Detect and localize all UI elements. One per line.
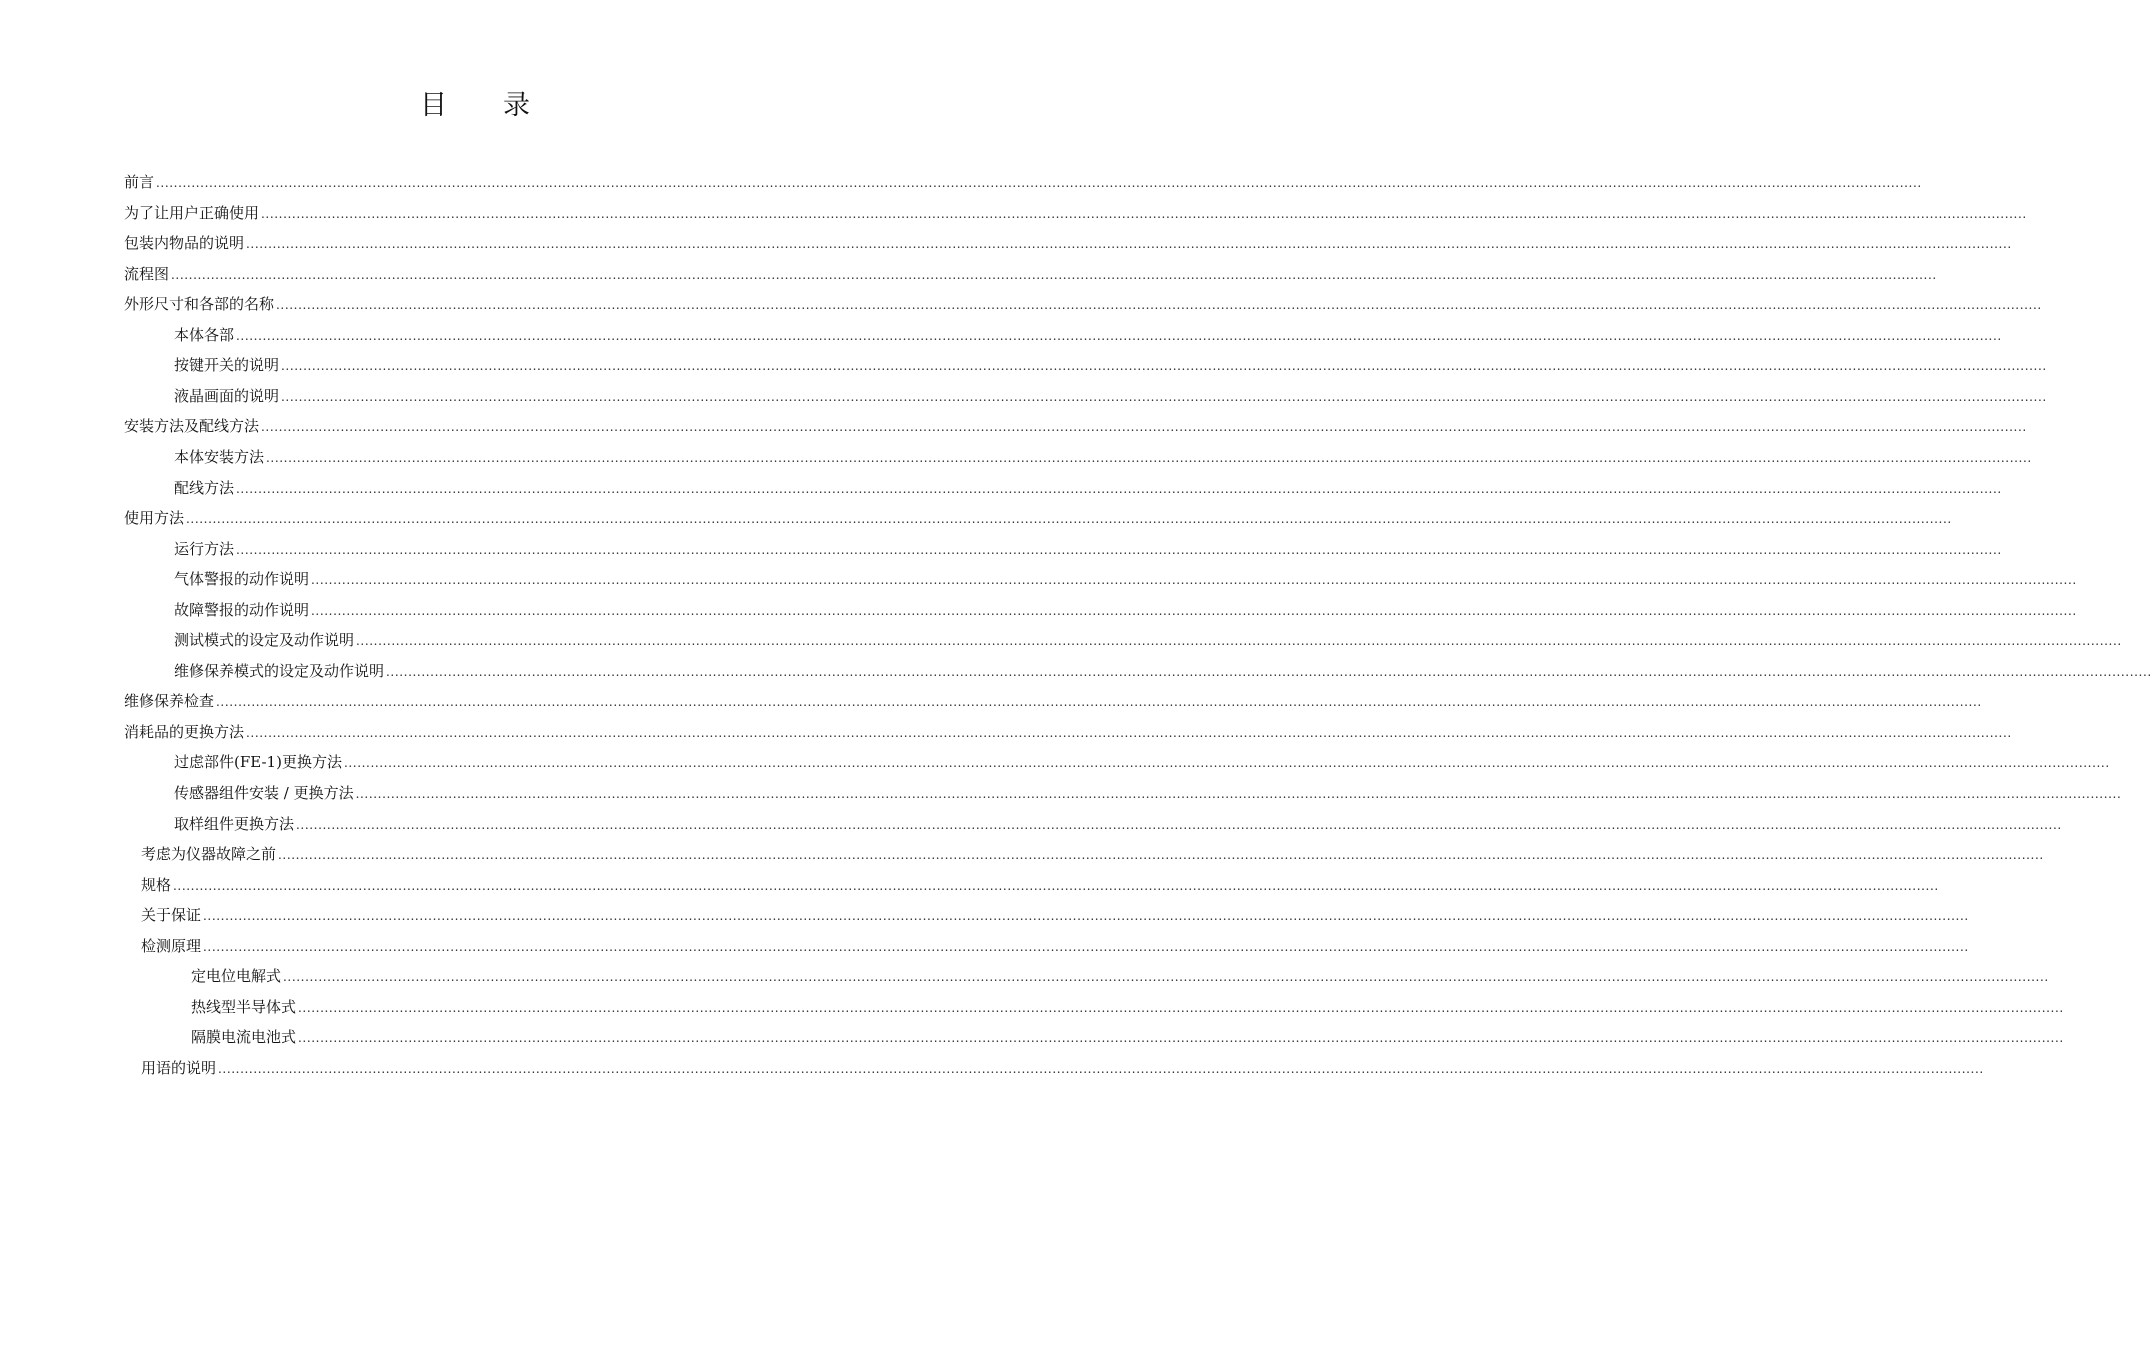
toc-dot-leader: ................................................................................................................................................................................................................................................................................................................................................................................................................ [173,878,1939,893]
toc-dot-leader: ................................................................................................................................................................................................................................................................................................................................................................................................................ [203,939,1969,954]
toc-dot-leader: ................................................................................................................................................................................................................................................................................................................................................................................................................ [296,817,2062,832]
toc-entry[interactable] [174,534,2002,565]
toc-entry-label: 取样组件更换方法 [174,814,295,833]
toc-entry-label: 按键开关的说明 [174,356,280,375]
toc-dot-leader: ................................................................................................................................................................................................................................................................................................................................................................................................................ [236,481,2002,496]
toc-dot-leader: ................................................................................................................................................................................................................................................................................................................................................................................................................ [171,267,1937,282]
toc-dot-leader: ................................................................................................................................................................................................................................................................................................................................................................................................................ [278,848,2044,863]
toc-dot-leader: ................................................................................................................................................................................................................................................................................................................................................................................................................ [261,206,2027,221]
toc-entry[interactable] [141,870,1939,901]
toc-entry-label: 过虑部件(FE-1)更换方法 [174,753,342,772]
toc-entry-label: 测试模式的设定及动作说明 [174,631,355,650]
toc-dot-leader: ................................................................................................................................................................................................................................................................................................................................................................................................................ [343,756,2110,771]
toc-entry-label: 安装方法及配线方法 [124,417,260,436]
toc-dot-leader: ................................................................................................................................................................................................................................................................................................................................................................................................................ [311,573,2077,588]
toc-entry-label: 液晶画面的说明 [174,386,280,405]
toc-entry-label: 消耗品的更换方法 [124,722,245,741]
toc-dot-leader: ................................................................................................................................................................................................................................................................................................................................................................................................................ [281,359,2047,374]
toc-dot-leader: ................................................................................................................................................................................................................................................................................................................................................................................................................ [298,1000,2064,1015]
toc-entry-label: 隔膜电流电池式 [191,1028,297,1047]
toc-dot-leader: ................................................................................................................................................................................................................................................................................................................................................................................................................ [246,725,2012,740]
toc-entry[interactable] [124,686,1982,717]
toc-dot-leader: ................................................................................................................................................................................................................................................................................................................................................................................................................ [311,603,2077,618]
toc-entry-label: 使用方法 [124,509,185,528]
toc-entry[interactable] [174,442,2032,473]
toc-entry-label: 外形尺寸和各部的名称 [124,295,275,314]
toc-entry-label: 定电位电解式 [191,967,282,986]
toc-entry[interactable] [141,931,1969,962]
toc-entry[interactable] [174,350,2047,381]
toc-entry-label: 规格 [141,875,172,894]
toc-entry-label: 热线型半导体式 [191,997,297,1016]
toc-entry[interactable] [191,1022,2064,1053]
toc-dot-leader: ................................................................................................................................................................................................................................................................................................................................................................................................................ [236,542,2002,557]
toc-dot-leader: ................................................................................................................................................................................................................................................................................................................................................................................................................ [186,512,1952,527]
toc-entry-label: 故障警报的动作说明 [174,600,310,619]
toc-entry-label: 考虑为仪器故障之前 [141,845,277,864]
toc-entry-label: 配线方法 [174,478,235,497]
toc-entry[interactable] [191,992,2064,1023]
toc-dot-leader: ................................................................................................................................................................................................................................................................................................................................................................................................................ [266,450,2032,465]
toc-entry[interactable] [124,198,2027,229]
toc-entry[interactable] [174,320,2002,351]
toc-dot-leader: ................................................................................................................................................................................................................................................................................................................................................................................................................ [281,389,2047,404]
toc-entry[interactable] [174,564,2077,595]
toc-dot-leader: ................................................................................................................................................................................................................................................................................................................................................................................................................ [156,176,1922,190]
toc-dot-leader: ................................................................................................................................................................................................................................................................................................................................................................................................................ [356,634,2122,649]
toc-entry-label: 关于保证 [141,906,202,925]
toc-dot-leader: ................................................................................................................................................................................................................................................................................................................................................................................................................ [203,909,1969,924]
toc-entry[interactable] [174,595,2077,626]
toc-entry-label: 流程图 [124,264,170,283]
toc-entry-label: 传感器组件安装 / 更换方法 [174,784,354,802]
toc-dot-leader: ................................................................................................................................................................................................................................................................................................................................................................................................................ [298,1031,2064,1046]
toc-entry[interactable] [174,778,2122,809]
toc-dot-leader: ................................................................................................................................................................................................................................................................................................................................................................................................................ [218,1061,1984,1076]
toc-entry[interactable] [174,809,2062,840]
toc-entry[interactable] [124,228,2012,259]
toc-dot-leader: ................................................................................................................................................................................................................................................................................................................................................................................................................ [261,420,2027,435]
toc-entry[interactable] [124,289,2042,320]
toc-entry[interactable] [174,381,2047,412]
toc-entry-label: 运行方法 [174,539,235,558]
toc-dot-leader: ................................................................................................................................................................................................................................................................................................................................................................................................................ [236,328,2002,343]
toc-entry[interactable] [124,717,2012,748]
toc-entry-label: 为了让用户正确使用 [124,203,260,222]
toc-entry[interactable] [124,167,1922,198]
toc-entry-label: 维修保养模式的设定及动作说明 [174,661,385,680]
toc-dot-leader: ................................................................................................................................................................................................................................................................................................................................................................................................................ [386,664,2152,679]
toc-dot-leader: ................................................................................................................................................................................................................................................................................................................................................................................................................ [246,237,2012,252]
toc-dot-leader: ................................................................................................................................................................................................................................................................................................................................................................................................................ [216,695,1982,710]
toc-entry[interactable] [174,747,2110,778]
toc-entry-label: 检测原理 [141,936,202,955]
toc-dot-leader: ................................................................................................................................................................................................................................................................................................................................................................................................................ [355,787,2122,801]
toc-entry[interactable] [174,473,2002,504]
toc-entry-label: 维修保养检查 [124,692,215,711]
toc-dot-leader: ................................................................................................................................................................................................................................................................................................................................................................................................................ [283,970,2049,985]
toc-dot-leader: ................................................................................................................................................................................................................................................................................................................................................................................................................ [276,298,2042,313]
toc-entry[interactable] [141,900,1969,931]
page-title: 目录 [420,90,586,121]
toc-entry[interactable] [124,503,1952,534]
toc-entry[interactable] [124,259,1937,290]
toc-entry[interactable] [124,411,2027,442]
toc-entry[interactable] [174,656,2152,687]
toc-entry[interactable] [174,625,2122,656]
toc-entry[interactable] [141,839,2044,870]
toc-entry-label: 本体安装方法 [174,447,265,466]
toc-entry-label: 气体警报的动作说明 [174,570,310,589]
toc-entry[interactable] [191,961,2049,992]
toc-entry-label: 前言 [124,173,155,191]
toc-entry[interactable] [141,1053,1984,1084]
toc-entry-label: 本体各部 [174,325,235,344]
toc-entry-label: 包装内物品的说明 [124,234,245,253]
toc-entry-label: 用语的说明 [141,1058,217,1077]
